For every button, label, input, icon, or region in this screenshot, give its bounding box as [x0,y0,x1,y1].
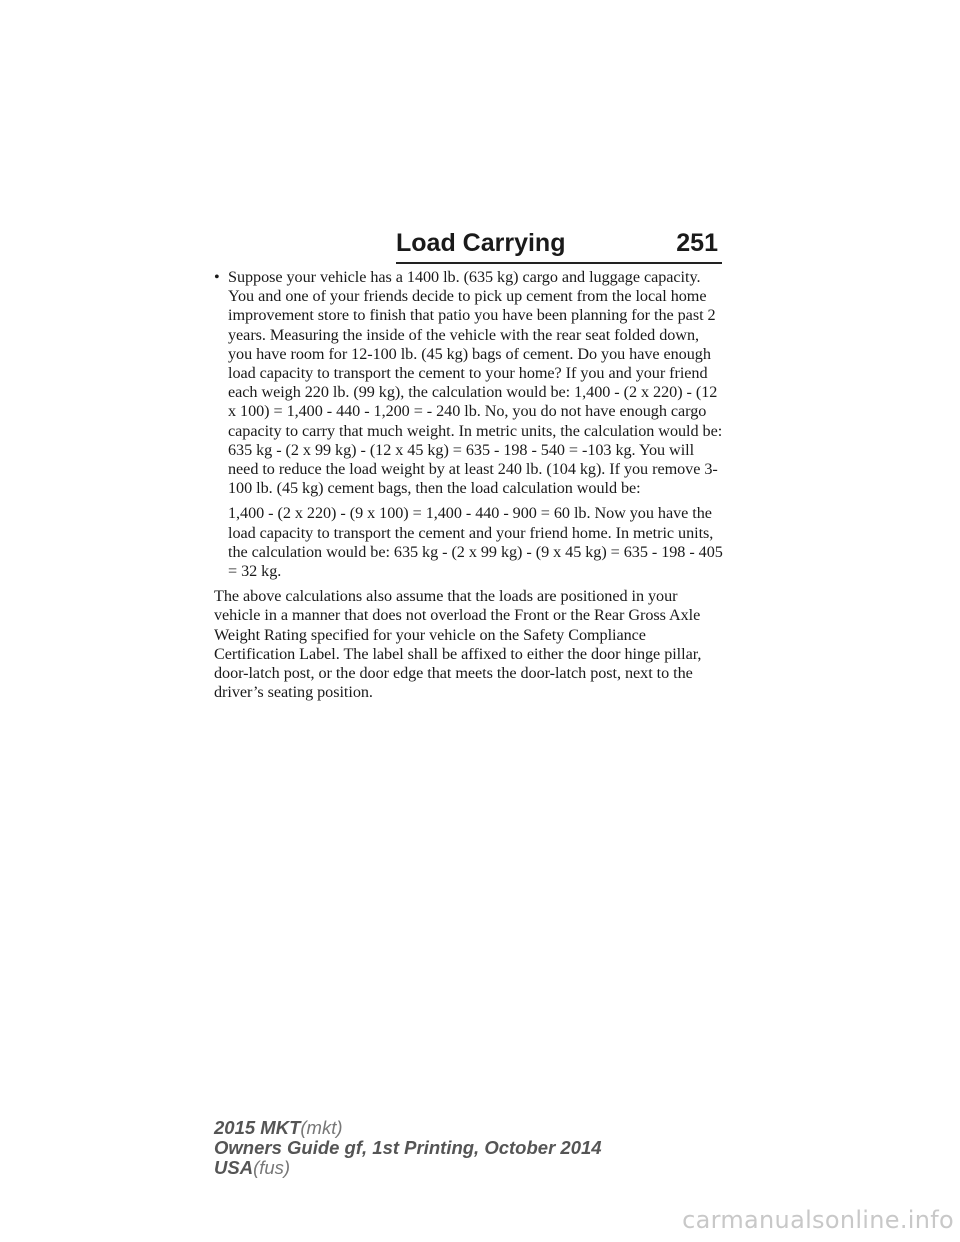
footer-region: USA [214,1157,254,1178]
footer-region-line [214,1158,602,1178]
print-footer [214,1118,602,1178]
footer-printing-line [214,1138,602,1158]
footer-printing: Owners Guide gf, 1st Printing, October 2014 [214,1137,602,1158]
page-header [396,228,722,264]
body-paragraph: The above calculations also assume that the loads are positioned in your vehicle in a manner that does not overload the Front or the Rear Gross Axle Weight Rating specified for your vehicle on the Safety Compliance Certification Label. The label shall be affixed to either the door hinge pillar, door-latch post, or the door edge that meets the door-latch post, next to the driver’s seating position. [214,587,702,702]
bullet-text: Suppose your vehicle has a 1400 lb. (635 kg) cargo and luggage capacity. You and one of your friends decide to pick up cement from the local home improvement store to finish that patio you have been planning for the past 2 years. Measuring the inside of the vehicle with the rear seat folded down, you have room for 12-100 lb. (45 kg) bags of cement. Do you have enough load capacity to transport the cement to your home? If you and your friend each weigh 220 lb. (99 kg), the calculation would be: 1,400 - (2 x 220) - (12 x 100) = 1,400 - 440 - 1,200 = - 240 lb. No, you do not have enough cargo capacity to carry that much weight. In metric units, the calculation would be: 635 kg - (2 x 99 kg) - (12 x 45 kg) = 635 - 198 - 540 = -103 kg. You will need to reduce the load weight by at least 240 lb. (104 kg). If you remove 3-100 lb. (45 kg) cement bags, then the load calculation would be: [228,268,723,498]
section-title: Load Carrying [396,229,566,257]
bullet-item [214,268,726,498]
footer-model-line [214,1118,602,1138]
footer-model-code: (mkt) [300,1117,343,1138]
page-number: 251 [676,229,718,257]
bullet-icon: • [214,268,220,286]
site-watermark: carmanualsonline.info [682,1206,954,1234]
footer-region-code: (fus) [253,1157,291,1178]
footer-model: 2015 MKT [214,1117,301,1138]
body-content [214,268,726,702]
calculation-paragraph: 1,400 - (2 x 220) - (9 x 100) = 1,400 - 440 - 900 = 60 lb. Now you have the load capacity to transport the cement and your friend home. In metric units, the calculation would be: 635 kg - (2 x 99 kg) - (9 x 45 kg) = 635 - 198 - 405 = 32 kg. [228,504,723,581]
